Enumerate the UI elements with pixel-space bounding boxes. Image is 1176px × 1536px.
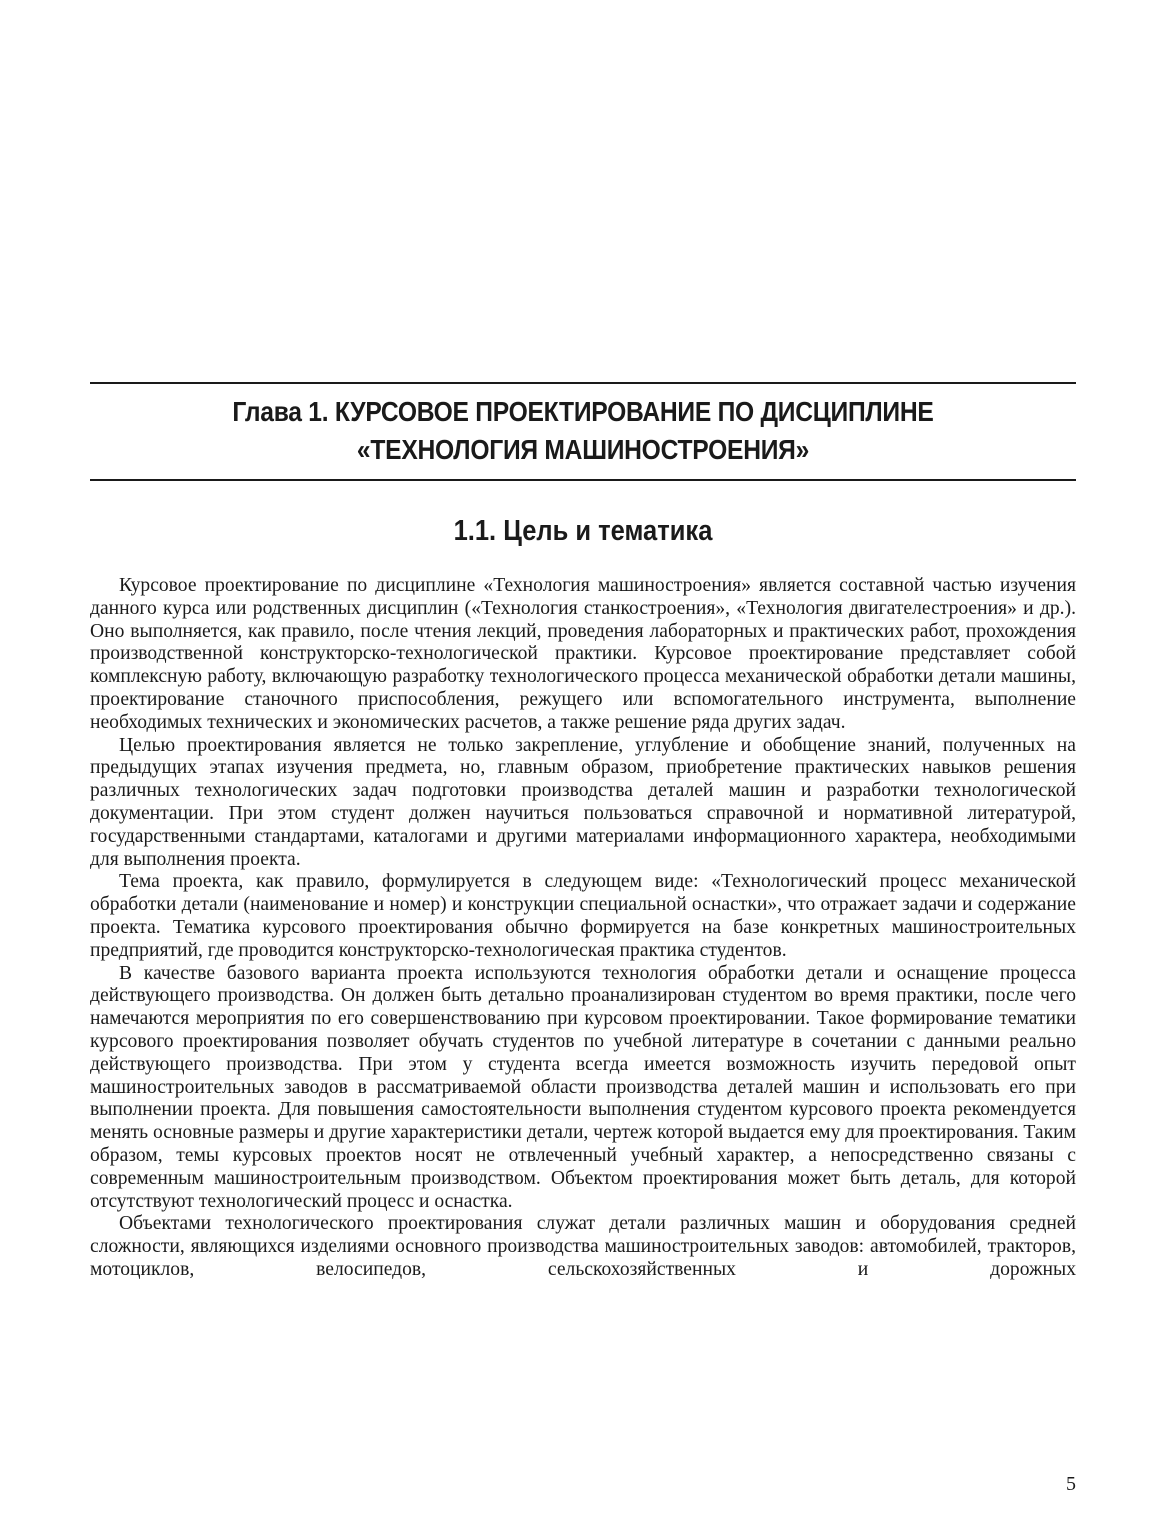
paragraph-5: Объектами технологического проектирования служат детали различных машин и оборудования средней сложности, являющихся изделиями основного производства машиностроительных заводов: автомобилей, тракторов, мотоциклов, велосипедов, сельскохозяйственных и дорожных bbox=[90, 1213, 1076, 1280]
section-title: 1.1. Цель и тематика bbox=[453, 515, 713, 547]
chapter-title-line-2: «ТЕХНОЛОГИЯ МАШИНОСТРОЕНИЯ» bbox=[356, 434, 810, 465]
paragraph-1: Курсовое проектирование по дисциплине «Технология машиностроения» является составной частью изучения данного курса или родственных дисциплин («Технология станкостроения», «Технология двигателестроения» и др.). Оно выполняется, как правило, после чтения лекций, проведения лабораторных и практических работ, прохождения производственной конструкторско-технологической практики. Курсовое проектирование представляет собой комплексную работу, включающую разработку технологического процесса механической обработки детали машины, проектирование станочного приспособления, режущего или вспомогательного инструмента, выполнение необходимых технических и экономических расчетов, а также решение ряда других задач. bbox=[90, 575, 1076, 733]
paragraph-2: Целью проектирования является не только закрепление, углубление и обобщение знаний, полученных на предыдущих этапах изучения предмета, но, главным образом, приобретение практических навыков решения различных технологических задач подготовки производства деталей машин и разработки технологической документации. При этом студент должен научиться пользоваться справочной и нормативной литературой, государственными стандартами, каталогами и другими материалами информационного характера, необходимыми для выполнения проекта. bbox=[90, 734, 1076, 870]
chapter-bottom-rule bbox=[90, 479, 1076, 481]
paragraph-4: В качестве базового варианта проекта используются технология обработки детали и оснащение процесса действующего производства. Он должен быть детально проанализирован студентом во время практики, после чего намечаются мероприятия по его совершенствованию при курсовом проектировании. Такое формирование тематики курсового проектирования позволяет обучать студентов по учебной литературе в сочетании с данными реально действующего производства. При этом у студента всегда имеется возможность изучить передовой опыт машиностроительных заводов в рассматриваемой области производства деталей машин и использовать его при выполнении проекта. Для повышения самостоятельности выполнения студентом курсового проекта рекомендуется менять основные размеры и другие характеристики детали, чертеж которой выдается ему для проектирования. Таким образом, темы курсовых проектов носят не отвлеченный учебный характер, а непосредственно связаны с современным машиностроительным производством. Объектом проектирования может быть деталь, для которой отсутствуют технологический процесс и оснастка. bbox=[90, 962, 1076, 1212]
chapter-title-line-1: Глава 1. КУРСОВОЕ ПРОЕКТИРОВАНИЕ ПО ДИСЦИПЛИНЕ bbox=[232, 396, 934, 427]
body-text bbox=[90, 575, 1076, 1282]
paragraph-3: Тема проекта, как правило, формулируется в следующем виде: «Технологический процесс механической обработки детали (наименование и номер) и конструкции специальной оснастки», что отражает задачи и содержание проекта. Тематика курсового проектирования обычно формируется на базе конкретных машиностроительных предприятий, где проводится конструкторско-технологическая практика студентов. bbox=[90, 871, 1076, 961]
chapter-title bbox=[149, 393, 1017, 469]
page-number: 5 bbox=[1066, 1473, 1076, 1495]
chapter-top-rule bbox=[90, 382, 1076, 384]
